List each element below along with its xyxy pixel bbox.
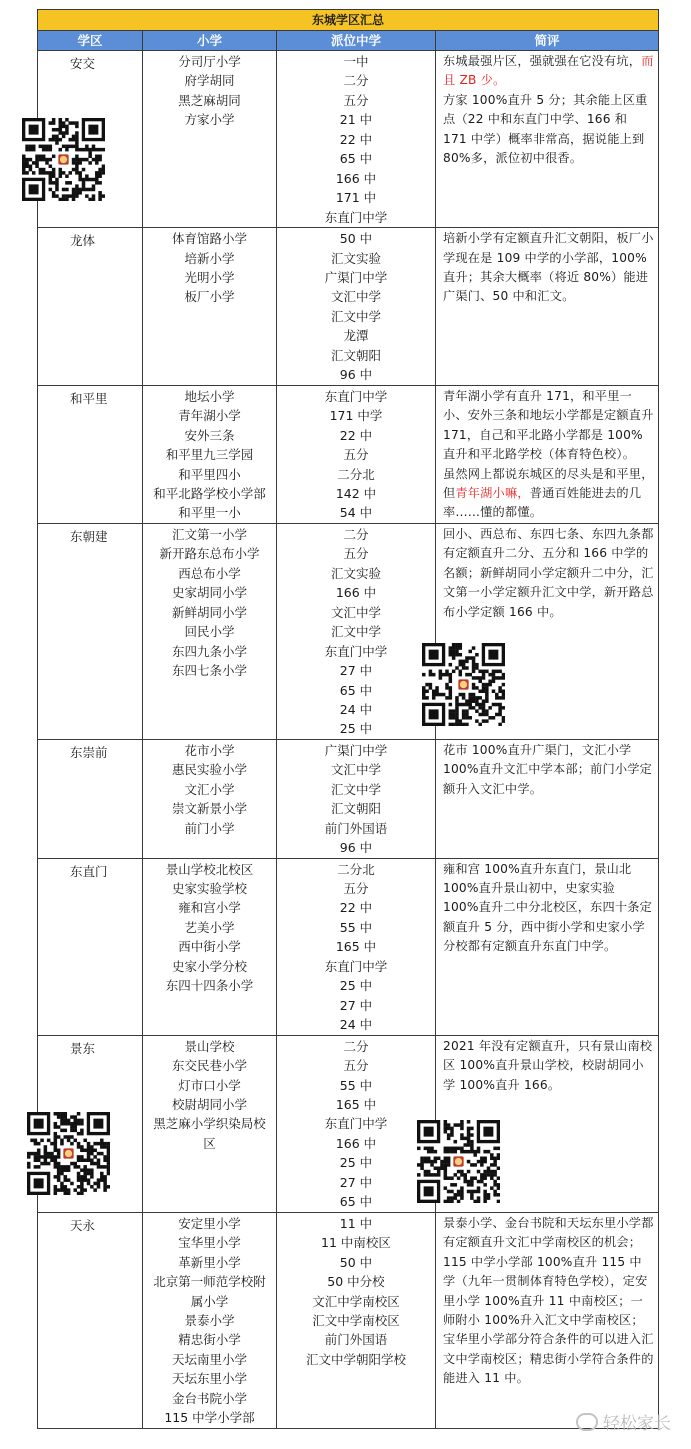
- comment-text: 东城最强片区，强就强在它没有坑，: [443, 54, 642, 68]
- middle-school-item: 二分: [343, 73, 369, 89]
- primary-school-item: 和平北路学校小学部: [153, 485, 266, 501]
- middle-school-item: 54 中: [339, 505, 373, 521]
- summary-sheet: [37, 9, 658, 1429]
- table-row: [38, 1212, 659, 1428]
- middle-school-item: 50 中: [339, 231, 373, 247]
- comment-cell: [436, 739, 659, 858]
- primary-school-item: 校尉胡同小学: [171, 1097, 247, 1113]
- primary-school-item: 安定里小学: [178, 1215, 241, 1231]
- middle-school-item: 前门外国语: [324, 820, 388, 836]
- primary-school-item: 景山学校: [184, 1038, 235, 1054]
- middle-school-item: 11 中: [339, 1215, 373, 1231]
- middle-school-item: 166 中: [335, 170, 377, 186]
- middle-school-item: 166 中: [335, 585, 377, 601]
- wechat-icon: [576, 1413, 598, 1431]
- middle-school-item: 96 中: [339, 367, 373, 383]
- primary-school-item: 东四十四条小学: [165, 978, 254, 994]
- middle-school-item: 一中: [343, 54, 369, 69]
- middle-school-item: 文汇中学: [330, 762, 381, 778]
- district-cell: 东直门: [38, 858, 143, 1035]
- primary-school-item: 景山学校北校区: [165, 861, 254, 877]
- table-row: [38, 739, 659, 858]
- primary-school-item: 培新小学: [184, 250, 235, 266]
- comment-text: 培新小学有定额直升汇文朝阳，板厂小学现在是 109 中学的小学部，100%直升；其余大概率（将近 80%）能进广渠门、50 中和汇文。: [443, 231, 654, 304]
- comment-text: 青年湖小学有直升 171，和平里一小、安外三条和地坛小学都是定额直升 171，自己和平北路小学都是 100%直升和平北路学校（体育特色校）。: [443, 388, 654, 462]
- table-row: [38, 51, 659, 228]
- comment-highlight: 青年湖小嘛，: [455, 485, 530, 500]
- middle-school-item: 27 中: [339, 663, 373, 679]
- primary-school-item: 史家实验学校: [171, 881, 247, 897]
- primary-school-item: 西总布小学: [178, 565, 241, 581]
- comment-cell: [436, 385, 659, 523]
- primary-school-item: 东四九条小学: [171, 643, 247, 659]
- middle-school-item: 前门外国语: [324, 1332, 388, 1348]
- middle-school-item: 文汇中学南校区: [312, 1293, 400, 1309]
- header-primary: 小学: [143, 31, 277, 51]
- primary-school-item: 前门小学: [184, 820, 235, 836]
- middle-school-item: 东直门中学: [324, 1116, 388, 1132]
- primary-school-item: 回民小学: [184, 624, 235, 640]
- middle-school-item: 汇文中学朝阳学校: [305, 1351, 406, 1367]
- comment-cell: [436, 858, 659, 1035]
- primary-school-item: 精忠街小学: [178, 1332, 241, 1348]
- middle-school-item: 汇文实验: [330, 565, 381, 581]
- district-cell: 东朝建: [38, 523, 143, 739]
- primary-school-item: 景泰小学: [184, 1313, 235, 1328]
- middle-school-item: 文汇中学: [330, 604, 381, 620]
- middle-school-item: 文汇中学: [330, 289, 381, 305]
- table-row: [38, 523, 659, 739]
- middle-school-cell: [277, 51, 436, 228]
- primary-school-item: 板厂小学: [184, 289, 235, 305]
- primary-school-item: 和平里一小: [178, 505, 241, 521]
- primary-school-item: 汇文第一小学: [171, 526, 247, 542]
- middle-school-item: 22 中: [339, 900, 373, 916]
- primary-school-item: 革新里小学: [178, 1254, 241, 1270]
- primary-school-item: 和平里九三学园: [165, 447, 254, 463]
- comment-text: 雍和宫 100%直升东直门，景山北 100%直升景山初中，史家实验 100%直升二中分北校区，东四十条定额直升 5 分，西中街小学和史家小学分校都有定额直升东直门中学。: [443, 861, 653, 954]
- primary-school-item: 艺美小学: [184, 919, 235, 935]
- middle-school-item: 96 中: [339, 840, 373, 856]
- district-cell: 天永: [38, 1212, 143, 1428]
- qr-code-2: [422, 643, 505, 726]
- middle-school-cell: [277, 1212, 436, 1428]
- primary-school-cell: [143, 739, 277, 858]
- primary-school-item: 灯市口小学: [178, 1077, 241, 1093]
- qr-code-4: [417, 1120, 500, 1203]
- middle-school-cell: [277, 858, 436, 1035]
- header-comment: 简评: [436, 31, 659, 51]
- middle-school-item: 171 中: [335, 190, 377, 206]
- middle-school-item: 55 中: [339, 1077, 373, 1093]
- middle-school-item: 汇文实验: [330, 250, 381, 266]
- header-district: 学区: [38, 31, 143, 51]
- table-row: [38, 385, 659, 523]
- primary-school-item: 地坛小学: [184, 388, 235, 404]
- comment-cell: [436, 1212, 659, 1428]
- primary-school-cell: [143, 51, 277, 228]
- middle-school-item: 65 中: [339, 1194, 373, 1210]
- primary-school-item: 史家胡同小学: [171, 585, 247, 601]
- middle-school-item: 24 中: [339, 701, 373, 717]
- middle-school-cell: [277, 228, 436, 386]
- primary-school-item: 金台书院小学: [171, 1390, 247, 1406]
- primary-school-item: 分司厅小学: [178, 54, 241, 69]
- middle-school-item: 65 中: [339, 151, 373, 167]
- middle-school-item: 汇文中学: [330, 308, 381, 324]
- middle-school-item: 广渠门中学: [324, 269, 388, 285]
- middle-school-item: 27 中: [339, 997, 373, 1013]
- table-row: [38, 1035, 659, 1212]
- comment-text: 方家 100%直升 5 分；其余能上区重点（22 中和东直门中学、166 和 171 中学）概率非常高，据说能上到 80%多，派位初中很香。: [443, 92, 648, 166]
- primary-school-item: 天坛南里小学: [171, 1351, 247, 1367]
- comment-text: 花市 100%直升广渠门，文汇小学 100%直升文汇中学本部；前门小学定额升入文汇中学。: [443, 742, 653, 796]
- middle-school-item: 汇文中学南校区: [312, 1313, 400, 1328]
- middle-school-item: 165 中: [335, 1097, 377, 1113]
- middle-school-item: 25 中: [339, 721, 373, 737]
- district-cell: 东崇前: [38, 739, 143, 858]
- primary-school-item: 崇文新景小学: [171, 801, 247, 817]
- primary-school-cell: [143, 1035, 277, 1212]
- watermark-text: 轻松家长: [603, 1414, 671, 1434]
- middle-school-item: 27 中: [339, 1174, 373, 1190]
- primary-school-item: 黑芝麻胡同: [178, 92, 241, 108]
- middle-school-item: 汇文中学: [330, 781, 381, 797]
- primary-school-item: 花市小学: [184, 742, 235, 758]
- middle-school-item: 50 中分校: [327, 1274, 385, 1290]
- middle-school-item: 165 中: [335, 939, 377, 955]
- middle-school-item: 五分: [343, 546, 369, 562]
- primary-school-item: 西中街小学: [178, 939, 241, 955]
- comment-text: 景泰小学、金台书院和天坛东里小学都有定额直升文汇中学南校区的机会；115 中学小学部 100%直升 115 中学（九年一贯制体育特色学校），定安里小学 100%直升 11 中南校区；一师附小 100%升入汇文中学南校区；宝华里小学部分符合条件的可以进入汇文中学南校区；精忠街小学符合条件的能进入 11 中。: [443, 1215, 654, 1386]
- primary-school-item: 青年湖小学: [178, 408, 241, 424]
- middle-school-item: 166 中: [335, 1135, 377, 1151]
- middle-school-item: 广渠门中学: [324, 742, 388, 758]
- comment-text: 回小、西总布、东四七条、东四九条都有定额直升二分、五分和 166 中学的名额；新鲜胡同小学定额升二中分，汇文第一小学定额升汇文中学，新开路总布小学定额 166 中。: [443, 526, 654, 619]
- primary-school-item: 和平里四小: [178, 466, 241, 482]
- middle-school-item: 东直门中学: [324, 643, 388, 659]
- primary-school-cell: [143, 858, 277, 1035]
- middle-school-item: 24 中: [339, 1017, 373, 1033]
- middle-school-item: 142 中: [335, 485, 377, 501]
- middle-school-item: 50 中: [339, 1254, 373, 1270]
- middle-school-item: 65 中: [339, 682, 373, 698]
- middle-school-item: 龙潭: [343, 328, 369, 344]
- primary-school-item: 史家小学分校: [171, 958, 247, 974]
- middle-school-item: 25 中: [339, 978, 373, 994]
- middle-school-item: 东直门中学: [324, 388, 388, 404]
- district-cell: 龙体: [38, 228, 143, 386]
- primary-school-item: 惠民实验小学: [171, 762, 247, 778]
- primary-school-item: 方家小学: [184, 112, 235, 128]
- qr-code-1: [22, 118, 105, 201]
- table-title: 东城学区汇总: [38, 10, 659, 31]
- middle-school-item: 21 中: [339, 112, 373, 128]
- comment-text: 2021 年没有定额直升，只有景山南校区 100%直升景山学校，校尉胡同小学 100%直升 166。: [443, 1038, 653, 1092]
- middle-school-item: 二分北: [337, 466, 375, 482]
- primary-school-item: 东交民巷小学: [171, 1058, 247, 1074]
- middle-school-item: 11 中南校区: [321, 1235, 391, 1251]
- middle-school-item: 五分: [343, 881, 369, 897]
- table-row: [38, 228, 659, 386]
- primary-school-item: 光明小学: [184, 269, 235, 285]
- middle-school-item: 汇文朝阳: [330, 347, 381, 363]
- primary-school-item: 黑芝麻小学织染局校区: [153, 1116, 266, 1151]
- middle-school-item: 二分: [343, 1038, 369, 1054]
- comment-cell: [436, 51, 659, 228]
- primary-school-item: 天坛东里小学: [171, 1371, 247, 1387]
- primary-school-cell: [143, 1212, 277, 1428]
- comment-highlight: 而且 ZB 少。: [443, 54, 654, 88]
- district-cell: 和平里: [38, 385, 143, 523]
- middle-school-cell: [277, 1035, 436, 1212]
- middle-school-item: 22 中: [339, 427, 373, 443]
- watermark: [576, 1409, 671, 1434]
- comment-cell: [436, 228, 659, 386]
- primary-school-cell: [143, 385, 277, 523]
- primary-school-item: 新鲜胡同小学: [171, 604, 247, 620]
- middle-school-item: 55 中: [339, 919, 373, 935]
- primary-school-item: 文汇小学: [184, 781, 235, 797]
- primary-school-item: 东四七条小学: [171, 663, 247, 679]
- primary-school-item: 115 中学小学部: [164, 1410, 255, 1426]
- middle-school-cell: [277, 385, 436, 523]
- middle-school-item: 二分北: [337, 861, 375, 877]
- middle-school-item: 二分: [343, 526, 369, 542]
- primary-school-cell: [143, 228, 277, 386]
- primary-school-cell: [143, 523, 277, 739]
- middle-school-item: 汇文中学: [330, 624, 381, 640]
- primary-school-item: 北京第一师范学校附属小学: [153, 1274, 266, 1309]
- middle-school-item: 五分: [343, 447, 369, 463]
- middle-school-item: 东直门中学: [324, 958, 388, 974]
- primary-school-item: 安外三条: [184, 427, 235, 443]
- primary-school-item: 雍和宫小学: [178, 900, 241, 916]
- primary-school-item: 宝华里小学: [178, 1235, 241, 1251]
- middle-school-item: 五分: [343, 92, 369, 108]
- qr-code-3: [27, 1112, 110, 1195]
- header-middle: 派位中学: [277, 31, 436, 51]
- table-row: [38, 858, 659, 1035]
- middle-school-cell: [277, 739, 436, 858]
- middle-school-item: 五分: [343, 1058, 369, 1074]
- comment-text: 虽然网上都说东城区的尽头是和平里，但: [443, 466, 654, 500]
- district-table: [37, 9, 659, 1429]
- middle-school-item: 汇文朝阳: [330, 801, 381, 817]
- middle-school-item: 171 中学: [329, 408, 383, 424]
- middle-school-item: 东直门中学: [324, 209, 388, 225]
- middle-school-item: 22 中: [339, 131, 373, 147]
- primary-school-item: 府学胡同: [184, 73, 235, 89]
- primary-school-item: 体育馆路小学: [171, 231, 247, 247]
- middle-school-item: 25 中: [339, 1155, 373, 1171]
- middle-school-cell: [277, 523, 436, 739]
- district-cell: 景东: [38, 1035, 143, 1212]
- district-cell: 安交: [38, 51, 143, 228]
- primary-school-item: 新开路东总布小学: [159, 546, 260, 562]
- comment-text: 普通百姓能进去的几率……懂的都懂。: [443, 485, 642, 520]
